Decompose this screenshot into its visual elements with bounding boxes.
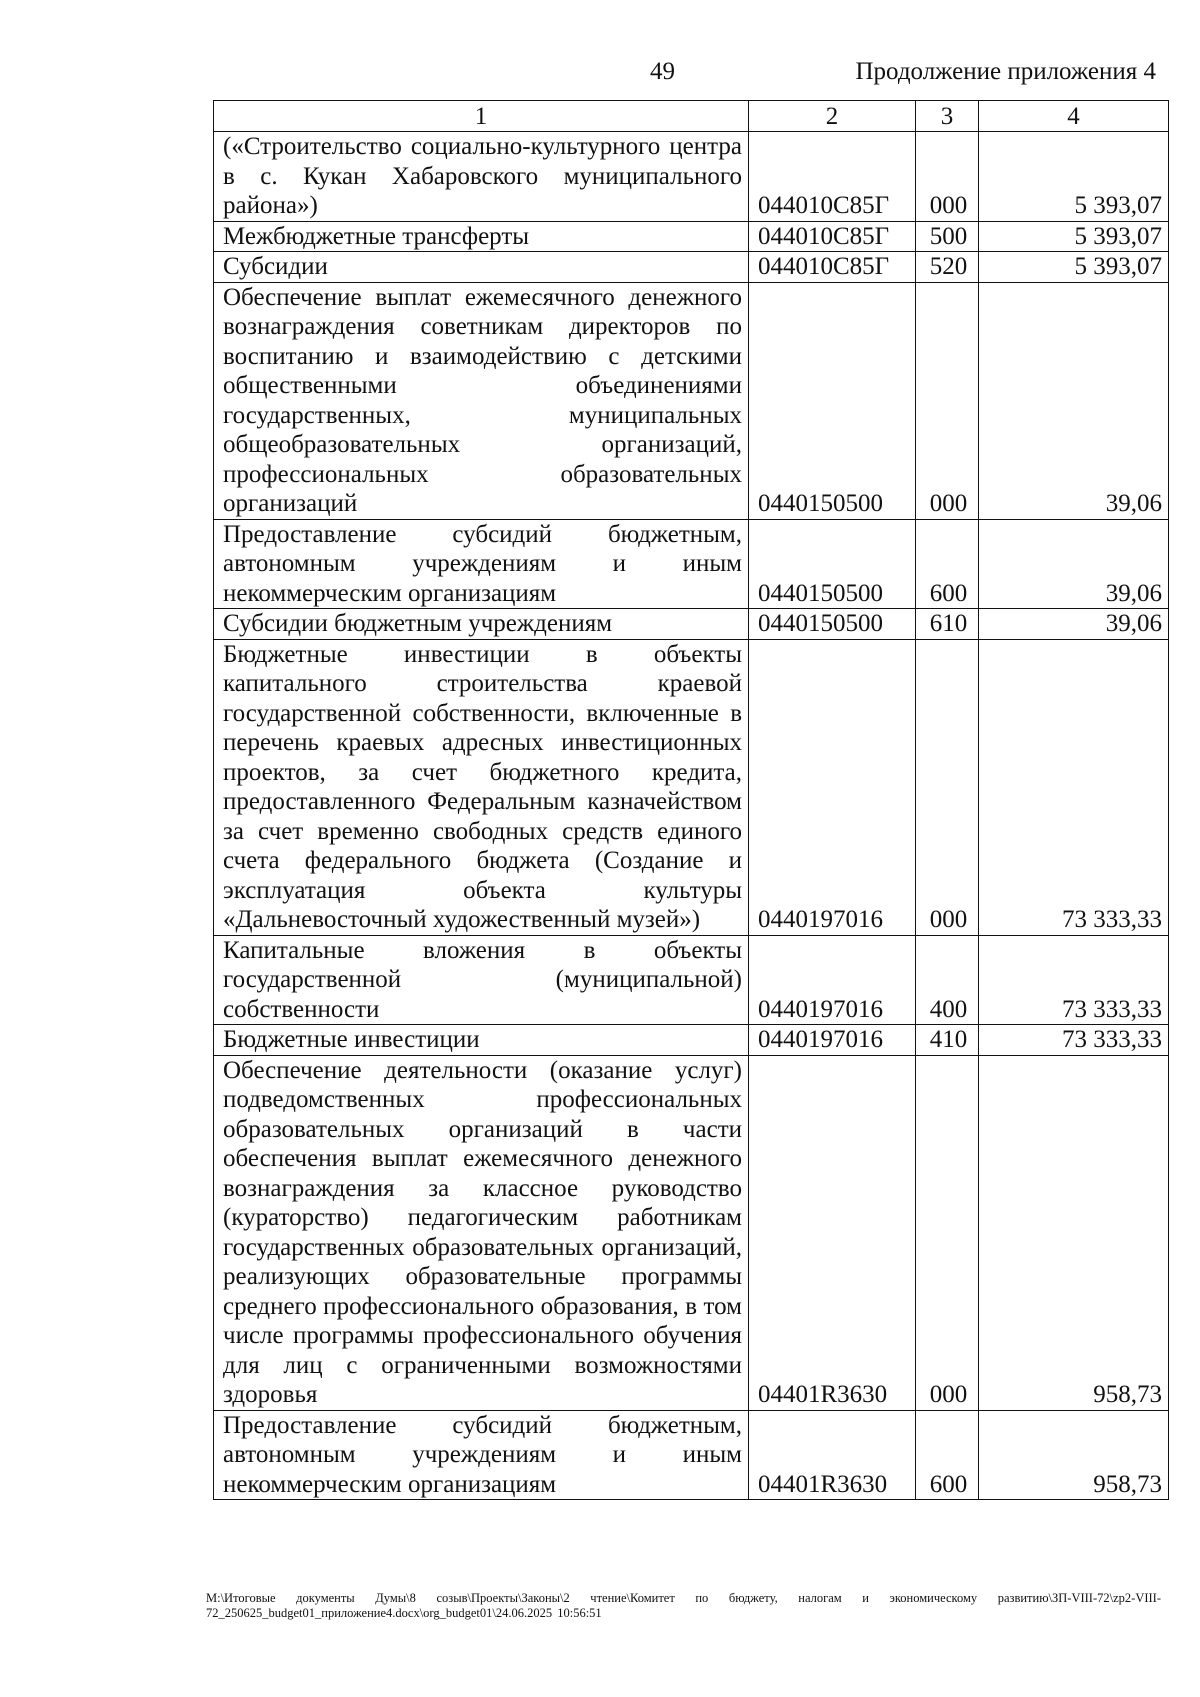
- row-kvr: 600: [916, 519, 979, 609]
- table-row: [214, 935, 1169, 1025]
- table-row: [214, 252, 1169, 283]
- table-header: [214, 101, 1169, 132]
- table-row: [214, 221, 1169, 252]
- row-amount: 5 393,07: [979, 132, 1169, 222]
- column-header: 4: [979, 101, 1169, 132]
- row-code: 044010C85Г: [749, 221, 916, 252]
- row-name: Капитальные вложения в объекты государственной (муниципальной) собственности: [214, 935, 749, 1025]
- column-header: 1: [214, 101, 749, 132]
- row-code: 0440197016: [749, 639, 916, 935]
- row-code: 0440150500: [749, 282, 916, 519]
- row-amount: 958,73: [979, 1410, 1169, 1500]
- table-row: [214, 1025, 1169, 1056]
- row-amount: 39,06: [979, 282, 1169, 519]
- page-number: 49: [650, 58, 675, 85]
- row-name: Обеспечение деятельности (оказание услуг) подведомственных профессиональных образовательных организаций в части обеспечения выплат ежемесячного денежного вознаграждения за классное руководство (кураторство) педагогическим работникам государственных образовательных организаций, реализующих образовательные программы среднего профессионального образования, в том числе программы профессионального обучения для лиц с ограниченными возможностями здоровья: [214, 1055, 749, 1410]
- table-row: [214, 1410, 1169, 1500]
- row-code: 044010C85Г: [749, 252, 916, 283]
- row-name: Межбюджетные трансферты: [214, 221, 749, 252]
- column-header: 2: [749, 101, 916, 132]
- row-amount: 958,73: [979, 1055, 1169, 1410]
- continuation-title: Продолжение приложения 4: [855, 58, 1156, 85]
- row-amount: 39,06: [979, 519, 1169, 609]
- row-kvr: 410: [916, 1025, 979, 1056]
- table-row: [214, 132, 1169, 222]
- row-kvr: 520: [916, 252, 979, 283]
- row-code: 044010C85Г: [749, 132, 916, 222]
- row-code: 0440197016: [749, 1025, 916, 1056]
- row-kvr: 600: [916, 1410, 979, 1500]
- row-code: 0440197016: [749, 935, 916, 1025]
- row-name: Предоставление субсидий бюджетным, автономным учреждениям и иным некоммерческим организациям: [214, 519, 749, 609]
- header-row: [214, 101, 1169, 132]
- table-row: [214, 1055, 1169, 1410]
- row-kvr: 610: [916, 609, 979, 640]
- row-kvr: 000: [916, 1055, 979, 1410]
- row-amount: 73 333,33: [979, 935, 1169, 1025]
- row-code: 04401R3630: [749, 1410, 916, 1500]
- row-amount: 5 393,07: [979, 252, 1169, 283]
- table-row: [214, 609, 1169, 640]
- row-amount: 39,06: [979, 609, 1169, 640]
- row-code: 0440150500: [749, 519, 916, 609]
- row-amount: 73 333,33: [979, 639, 1169, 935]
- column-header: 3: [916, 101, 979, 132]
- row-name: Предоставление субсидий бюджетным, автономным учреждениям и иным некоммерческим организациям: [214, 1410, 749, 1500]
- row-amount: 73 333,33: [979, 1025, 1169, 1056]
- row-amount: 5 393,07: [979, 221, 1169, 252]
- row-kvr: 000: [916, 639, 979, 935]
- table-row: [214, 639, 1169, 935]
- row-kvr: 000: [916, 282, 979, 519]
- row-code: 0440150500: [749, 609, 916, 640]
- row-name: («Строительство социально-культурного центра в с. Кукан Хабаровского муниципального района»): [214, 132, 749, 222]
- row-name: Обеспечение выплат ежемесячного денежного вознаграждения советникам директоров по воспитанию и взаимодействию с детскими общественными объединениями государственных, муниципальных общеобразовательных организаций, профессиональных образовательных организаций: [214, 282, 749, 519]
- row-name: Субсидии бюджетным учреждениям: [214, 609, 749, 640]
- table-row: [214, 282, 1169, 519]
- row-kvr: 500: [916, 221, 979, 252]
- budget-table: [213, 100, 1169, 1500]
- row-name: Бюджетные инвестиции: [214, 1025, 749, 1056]
- row-kvr: 000: [916, 132, 979, 222]
- row-code: 04401R3630: [749, 1055, 916, 1410]
- table-row: [214, 519, 1169, 609]
- row-name: Субсидии: [214, 252, 749, 283]
- row-kvr: 400: [916, 935, 979, 1025]
- row-name: Бюджетные инвестиции в объекты капитального строительства краевой государственной собственности, включенные в перечень краевых адресных инвестиционных проектов, за счет бюджетного кредита, предоставленного Федеральным казначейством за счет временно свободных средств единого счета федерального бюджета (Создание и эксплуатация объекта культуры «Дальневосточный художественный музей»): [214, 639, 749, 935]
- document-path-footer: M:\Итоговые документы Думы\8 созыв\Проекты\Законы\2 чтение\Комитет по бюджету, налогам и экономическому развитию\ЗП-VIII-72\zp2-VIII-72_250625_budget01_приложение4.docx\org_budget01\24.06.2025 10:56:51: [206, 1591, 1161, 1620]
